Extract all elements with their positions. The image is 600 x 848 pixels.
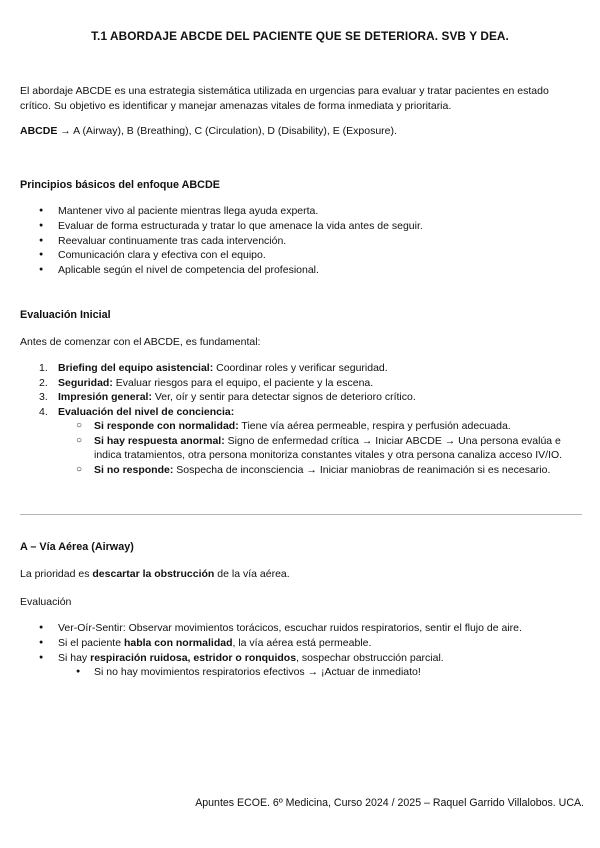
list-item — [20, 390, 582, 405]
list-item: ● Comunicación clara y efectiva con el equipo. — [20, 248, 582, 263]
sub-label: Si no responde: — [94, 463, 174, 476]
sub-text: Sospecha de inconsciencia → Iniciar maniobras de reanimación si es necesario. — [173, 463, 551, 476]
step-number: 2. — [39, 376, 48, 389]
item-text: Si el paciente — [58, 636, 124, 649]
sub-text: Signo de enfermedad crítica → Iniciar ABCDE → Una persona evalúa e indica tratamientos, otra persona monitoriza constantes vitales y otra persona canaliza acceso IV/IO. — [94, 434, 563, 462]
step-number: 1. — [39, 362, 48, 374]
airway-heading: A – Vía Aérea (Airway) — [20, 541, 134, 553]
item-bold: respiración ruidosa, estridor o ronquidos — [90, 651, 297, 664]
list-item — [20, 651, 582, 666]
step-label: Seguridad: — [58, 376, 113, 389]
airway-eval-label: Evaluación — [20, 596, 72, 608]
priority-pre: La prioridad es — [20, 568, 93, 580]
priority-bold: descartar la obstrucción — [92, 568, 215, 580]
list-item — [20, 361, 582, 376]
list-item: ● Si no hay movimientos respiratorios efectivos → ¡Actuar de inmediato! — [20, 665, 582, 680]
step-text: Ver, oír y sentir para detectar signos de deterioro crítico. — [151, 391, 416, 404]
abcde-label: ABCDE — [20, 125, 58, 137]
item-text: , la vía aérea está permeable. — [232, 636, 372, 649]
initial-steps-list — [20, 361, 582, 419]
item-text: Ver-Oír-Sentir: Observar movimientos torácicos, escuchar ruidos respiratorios, sentir el flujo de aire. — [58, 622, 522, 634]
list-item — [20, 463, 582, 478]
intro-paragraph: El abordaje ABCDE es una estrategia sistemática utilizada en urgencias para evaluar y tratar pacientes en estado crítico. Su objetivo es identificar y manejar amenazas vitales de forma inmediata y prioritaria. — [20, 85, 549, 112]
abcde-definition — [20, 124, 582, 139]
sub-text: Tiene vía aérea permeable, respira y perfusión adecuada. — [238, 420, 511, 432]
principles-list — [20, 204, 582, 278]
airway-priority — [20, 567, 582, 582]
sub-label: Si responde con normalidad: — [94, 420, 239, 432]
page-title: T.1 ABORDAJE ABCDE DEL PACIENTE QUE SE DETERIORA. SVB Y DEA. — [91, 29, 509, 43]
list-item: ● Evaluar de forma estructurada y tratar lo que amenace la vida antes de seguir. — [20, 219, 582, 234]
section-divider — [20, 514, 582, 515]
list-item: ● Aplicable según el nivel de competencia del profesional. — [20, 263, 582, 278]
step-number: 3. — [39, 391, 48, 404]
list-item — [20, 434, 582, 463]
initial-heading: Evaluación Inicial — [20, 309, 111, 321]
list-item — [20, 636, 582, 651]
step-number: 4. — [39, 405, 48, 418]
consciousness-sublist — [20, 419, 582, 477]
item-text: , sospechar obstrucción parcial. — [296, 651, 444, 664]
principles-heading: Principios básicos del enfoque ABCDE — [20, 179, 220, 191]
abcde-text: → A (Airway), B (Breathing), C (Circulation), D (Disability), E (Exposure). — [57, 125, 397, 137]
step-text: Evaluar riesgos para el equipo, el paciente y la escena. — [112, 376, 374, 389]
list-item: ● Mantener vivo al paciente mientras llega ayuda experta. — [20, 204, 582, 219]
sub-label: Si hay respuesta anormal: — [94, 434, 225, 447]
list-item — [20, 419, 582, 434]
airway-eval-list — [20, 621, 582, 665]
item-text: Si hay — [58, 651, 91, 664]
step-label: Evaluación del nivel de conciencia: — [58, 405, 235, 418]
step-label: Briefing del equipo asistencial: — [58, 362, 214, 374]
step-text: Coordinar roles y verificar seguridad. — [213, 362, 388, 374]
step-label: Impresión general: — [58, 391, 152, 404]
item-bold: habla con normalidad — [123, 636, 233, 649]
list-item — [20, 405, 582, 420]
page-footer: Apuntes ECOE. 6º Medicina, Curso 2024 / 2025 – Raquel Garrido Villalobos. UCA. — [195, 797, 584, 809]
list-item: ● Reevaluar continuamente tras cada intervención. — [20, 234, 582, 249]
list-item — [20, 376, 582, 391]
priority-post: de la vía aérea. — [214, 568, 290, 580]
list-item — [20, 621, 582, 636]
initial-intro: Antes de comenzar con el ABCDE, es fundamental: — [20, 336, 261, 348]
airway-sublist — [20, 665, 582, 680]
